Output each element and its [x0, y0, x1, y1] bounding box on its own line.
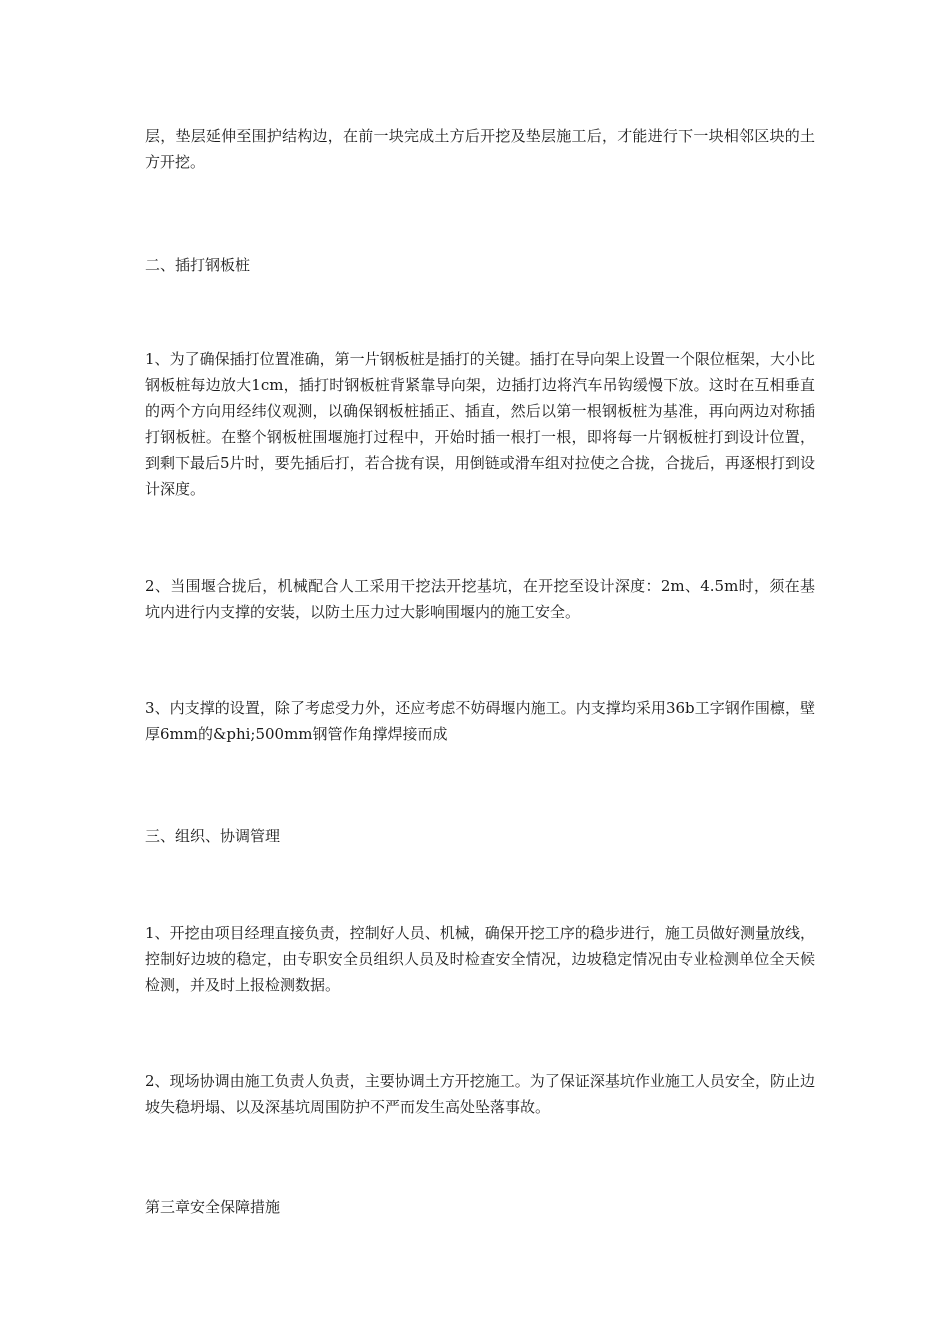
- chapter-heading-safety: 第三章安全保障措施: [145, 1198, 281, 1216]
- paragraph-coordination-step-1: 1、开挖由项目经理直接负责，控制好人员、机械，确保开挖工序的稳步进行，施工员做好测量放线，控制好边坡的稳定，由专职安全员组织人员及时检查安全情况，边坡稳定情况由专业检测单位全天候检测，并及时上报检测数据。: [145, 924, 815, 994]
- paragraph-excavation-continuation: 层，垫层延伸至围护结构边，在前一块完成土方后开挖及垫层施工后，才能进行下一块相邻区块的土方开挖。: [145, 127, 815, 171]
- section-heading-sheet-pile: 二、插打钢板桩: [145, 256, 251, 274]
- paragraph-sheet-pile-step-1: 1、为了确保插打位置准确，第一片钢板桩是插打的关键。插打在导向架上设置一个限位框架，大小比钢板桩每边放大1cm，插打时钢板桩背紧靠导向架，边插打边将汽车吊钩缓慢下放。这时在互相垂直的两个方向用经纬仪观测，以确保钢板桩插正、插直，然后以第一根钢板桩为基准，再向两边对称插打钢板桩。在整个钢板桩围堰施打过程中，开始时插一根打一根，即将每一片钢板桩打到设计位置，到剩下最后5片时，要先插后打，若合拢有误，用倒链或滑车组对拉使之合拢，合拢后，再逐根打到设计深度。: [145, 350, 815, 498]
- paragraph-coordination-step-2: 2、现场协调由施工负责人负责，主要协调土方开挖施工。为了保证深基坑作业施工人员安全，防止边坡失稳坍塌、以及深基坑周围防护不严而发生高处坠落事故。: [145, 1072, 815, 1116]
- paragraph-sheet-pile-step-2: 2、当围堰合拢后，机械配合人工采用干挖法开挖基坑，在开挖至设计深度：2m、4.5m时，须在基坑内进行内支撑的安装，以防土压力过大影响围堰内的施工安全。: [145, 577, 815, 621]
- paragraph-sheet-pile-step-3: 3、内支撑的设置，除了考虑受力外，还应考虑不妨碍堰内施工。内支撑均采用36b工字钢作围檩，壁厚6mm的&phi;500mm钢管作角撑焊接而成: [145, 699, 815, 743]
- section-heading-coordination: 三、组织、协调管理: [145, 827, 281, 845]
